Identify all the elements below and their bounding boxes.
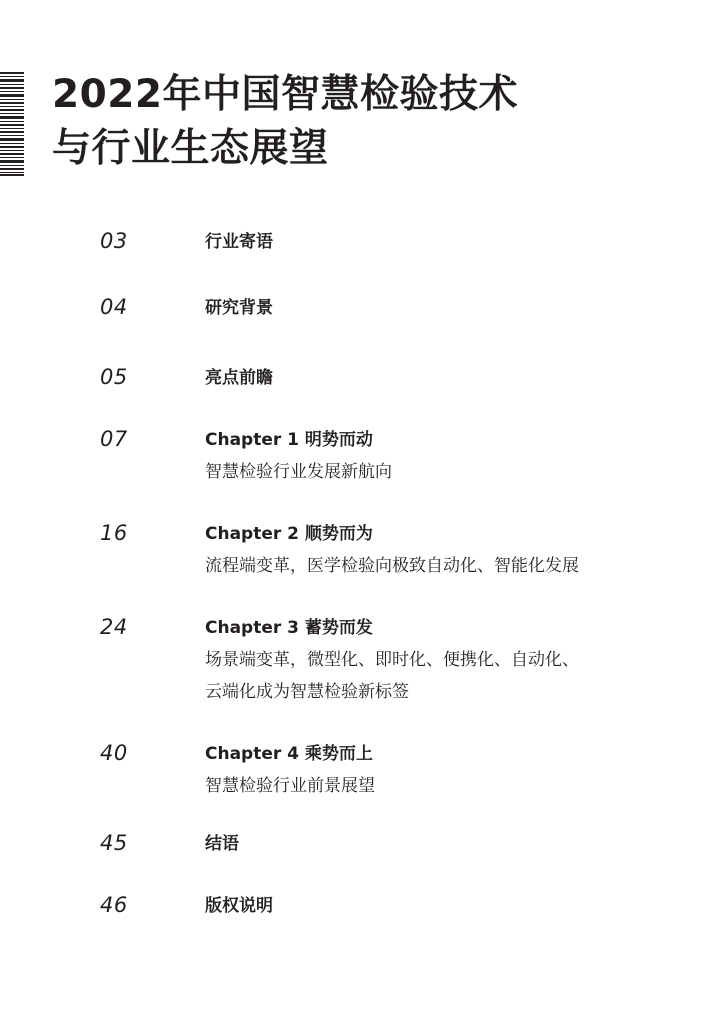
toc-heading: Chapter 1 明势而动 xyxy=(205,430,373,450)
toc-heading: Chapter 3 蓄势而发 xyxy=(205,618,373,638)
toc-page-number: 07 xyxy=(100,427,128,451)
toc-heading: 行业寄语 xyxy=(205,232,273,252)
toc-heading: Chapter 2 顺势而为 xyxy=(205,524,373,544)
toc-heading: 版权说明 xyxy=(205,896,273,916)
toc-subtitle-line: 场景端变革，微型化、即时化、便携化、自动化、 xyxy=(205,650,579,670)
toc-heading: 研究背景 xyxy=(205,298,273,318)
toc-subtitle xyxy=(205,456,392,488)
toc-subtitle-line: 云端化成为智慧检验新标签 xyxy=(205,682,409,702)
toc-heading: Chapter 4 乘势而上 xyxy=(205,744,373,764)
toc-subtitle xyxy=(205,644,579,708)
toc-page-number: 04 xyxy=(100,295,128,319)
toc-page-number: 16 xyxy=(100,521,128,545)
toc-page-number: 45 xyxy=(100,831,128,855)
toc-subtitle-line: 智慧检验行业前景展望 xyxy=(205,776,375,796)
toc-page-number: 03 xyxy=(100,229,128,253)
title-line-2: 与行业生态展望 xyxy=(52,126,329,171)
toc-page-number: 24 xyxy=(100,615,128,639)
toc-page-number: 40 xyxy=(100,741,128,765)
toc-page-number: 05 xyxy=(100,365,128,389)
title-line-1: 2022年中国智慧检验技术 xyxy=(52,72,519,117)
toc-subtitle xyxy=(205,550,579,582)
toc-page-number: 46 xyxy=(100,893,128,917)
toc-heading: 亮点前瞻 xyxy=(205,368,273,388)
toc-subtitle xyxy=(205,770,375,802)
toc-subtitle-line: 流程端变革，医学检验向极致自动化、智能化发展 xyxy=(205,556,579,576)
toc-heading: 结语 xyxy=(205,834,239,854)
toc-subtitle-line: 智慧检验行业发展新航向 xyxy=(205,462,392,482)
